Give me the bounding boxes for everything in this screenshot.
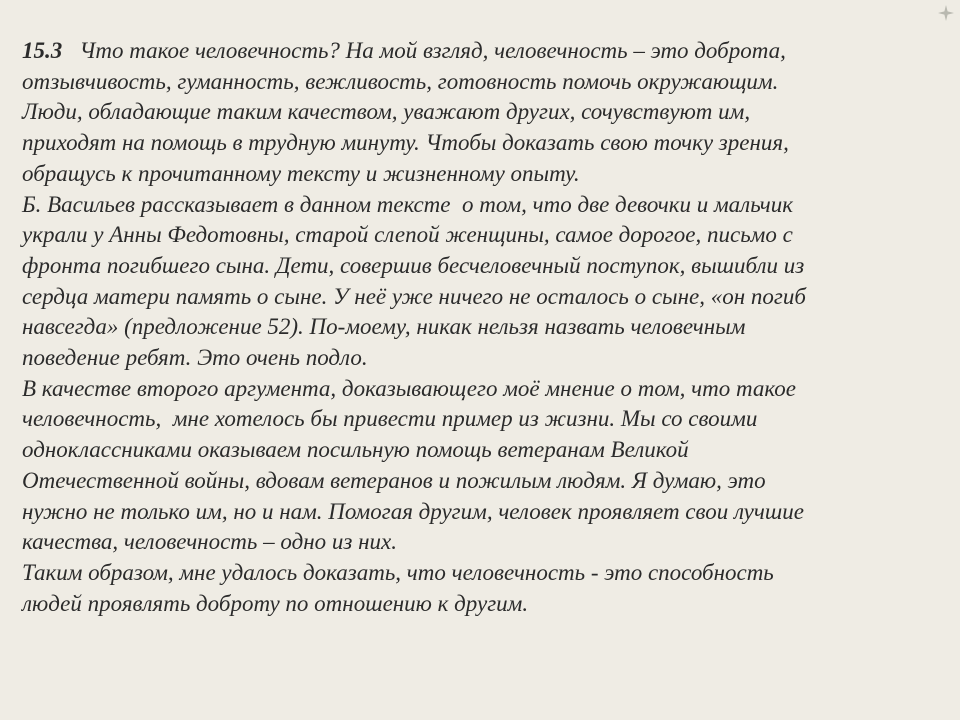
essay-line-1: 15.3 Что такое человечность? На мой взгляд, человечность – это доброта, bbox=[22, 38, 786, 63]
essay-line-17: качества, человечность – одно из них. bbox=[22, 529, 397, 555]
essay-text bbox=[22, 36, 937, 619]
essay-line-12: В качестве второго аргумента, доказывающего моё мнение о том, что такое bbox=[22, 375, 796, 401]
essay-line-15: Отечественной войны, вдовам ветеранов и пожилым людям. Я думаю, это bbox=[22, 467, 766, 493]
essay-line-10: навсегда» (предложение 52). По-моему, никак нельзя назвать человечным bbox=[22, 314, 746, 340]
essay-line-5: обращусь к прочитанному тексту и жизненному опыту. bbox=[22, 160, 580, 186]
essay-line-8: фронта погибшего сына. Дети, совершив бесчеловечный поступок, вышибли из bbox=[22, 252, 805, 278]
four-point-star-icon bbox=[938, 5, 954, 21]
essay-line-14: одноклассниками оказываем посильную помощь ветеранам Великой bbox=[22, 437, 689, 463]
essay-line-13: человечность, мне хотелось бы привести пример из жизни. Мы со своими bbox=[22, 406, 758, 432]
essay-line-18: Таким образом, мне удалось доказать, что человечность - это способность bbox=[22, 559, 774, 585]
essay-line-6: Б. Васильев рассказывает в данном тексте о том, что две девочки и мальчик bbox=[22, 191, 794, 217]
essay-line-19: людей проявлять доброту по отношению к другим. bbox=[22, 590, 529, 616]
task-number: 15.3 bbox=[22, 38, 63, 63]
essay-line-9: сердца матери память о сыне. У неё уже ничего не осталось о сыне, «он погиб bbox=[22, 283, 806, 309]
essay-line-7: украли у Анны Федотовны, старой слепой женщины, самое дорогое, письмо с bbox=[22, 222, 793, 248]
essay-line-4: приходят на помощь в трудную минуту. Чтобы доказать свою точку зрения, bbox=[22, 130, 789, 156]
essay-line-16: нужно не только им, но и нам. Помогая другим, человек проявляет свои лучшие bbox=[22, 498, 804, 524]
essay-line-3: Люди, обладающие таким качеством, уважают других, сочувствуют им, bbox=[22, 99, 751, 125]
essay-line-11: поведение ребят. Это очень подло. bbox=[22, 345, 368, 371]
essay-line-2: отзывчивость, гуманность, вежливость, готовность помочь окружающим. bbox=[22, 68, 779, 94]
